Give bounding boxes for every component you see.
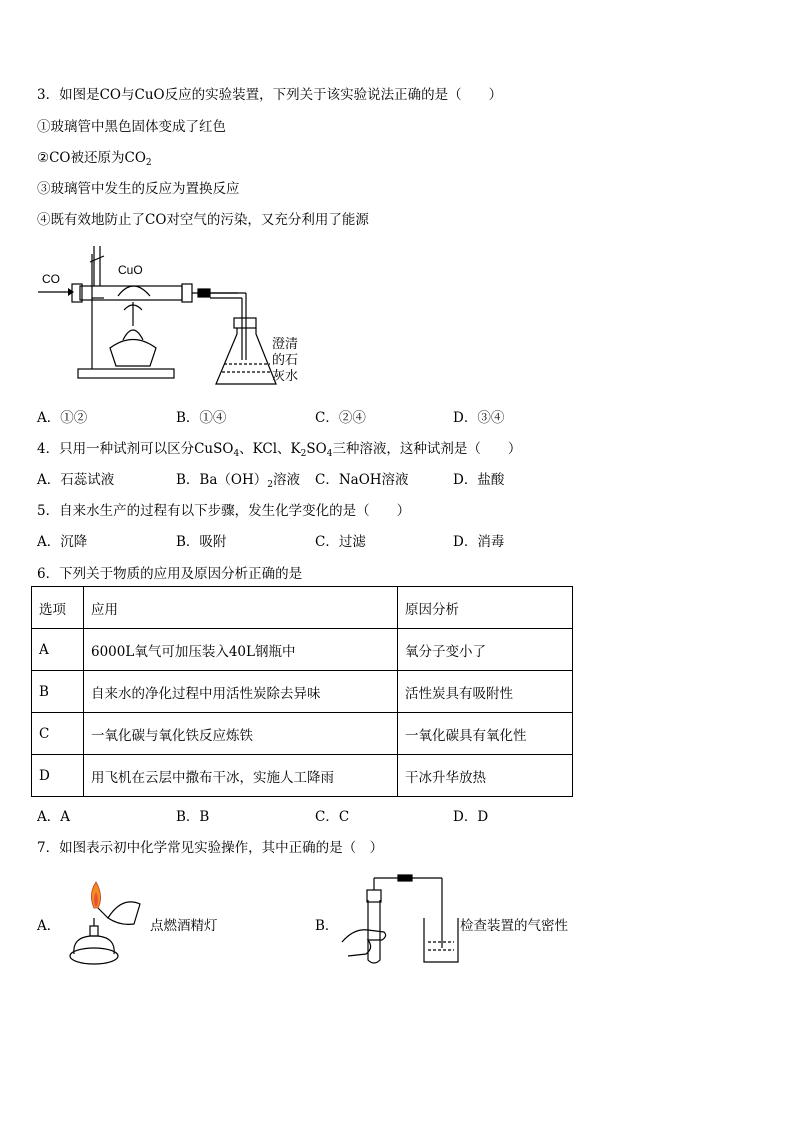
q5-option-a[interactable]: A．沉降	[37, 534, 88, 550]
q3-option-a[interactable]: A．①②	[37, 410, 88, 426]
table-cell: A	[32, 629, 84, 671]
q5-option-b[interactable]: B．吸附	[176, 534, 227, 550]
table-row	[32, 713, 573, 755]
q3-statement-2: ②CO被还原为$CO_2$	[37, 150, 152, 168]
table-row	[32, 629, 573, 671]
q7-option-a-text: 点燃酒精灯	[150, 918, 218, 934]
q4-option-d[interactable]: D．盐酸	[453, 472, 505, 488]
table-header-row	[32, 587, 573, 629]
q7-stem: 7．如图表示初中化学常见实验操作，其中正确的是（ ）	[37, 840, 384, 856]
hand-icon	[342, 930, 386, 956]
q3-statement-4: ④既有效地防止了CO对空气的污染，又充分利用了能源	[37, 212, 369, 228]
table-cell: D	[32, 755, 84, 797]
table-cell: 活性炭具有吸附性	[398, 671, 573, 713]
q4-option-b[interactable]: B．$Ba(OH)_2$溶液	[176, 472, 300, 490]
q3-statement-3: ③玻璃管中发生的反应为置换反应	[37, 181, 240, 197]
label-lime-1: 澄清	[272, 336, 299, 351]
airtightness-check-figure	[338, 870, 462, 970]
table-cell: 干冰升华放热	[398, 755, 573, 797]
q3-stem: 3．如图是CO与CuO反应的实验装置，下列关于该实验说法正确的是（ ）	[37, 87, 503, 103]
table-row	[32, 755, 573, 797]
q7-option-b-label[interactable]: B．	[315, 918, 339, 934]
header-option: 选项	[32, 587, 84, 629]
tilted-lamp-icon	[108, 902, 140, 925]
label-lime-2: 的石	[272, 352, 299, 367]
q5-stem: 5．自来水生产的过程有以下步骤，发生化学变化的是（ ）	[37, 503, 411, 519]
q3-statement-1: ①玻璃管中黑色固体变成了红色	[37, 119, 226, 135]
table-cell: 一氧化碳与氧化铁反应炼铁	[84, 713, 398, 755]
q3-option-d[interactable]: D．③④	[453, 410, 505, 426]
q7-option-a-label[interactable]: A．	[37, 918, 61, 934]
beaker	[424, 918, 458, 962]
q7-option-b-text: 检查装置的气密性	[460, 918, 568, 934]
q4-option-c[interactable]: C．NaOH溶液	[315, 472, 409, 488]
table-cell: 6000L氧气可加压装入40L钢瓶中	[84, 629, 398, 671]
table-cell: 用飞机在云层中撒布干冰，实施人工降雨	[84, 755, 398, 797]
q6-option-b[interactable]: B．B	[176, 809, 210, 825]
lighting-alcohol-lamp-figure	[64, 878, 148, 968]
table-row	[32, 671, 573, 713]
q6-table	[31, 586, 573, 797]
cuo-pile	[118, 286, 150, 296]
q6-option-d[interactable]: D．D	[453, 809, 489, 825]
q3-option-b[interactable]: B．①④	[176, 410, 227, 426]
header-reason: 原因分析	[398, 587, 573, 629]
q4-option-a[interactable]: A．石蕊试液	[37, 472, 115, 488]
table-cell: 氧分子变小了	[398, 629, 573, 671]
flask-stopper	[234, 318, 256, 328]
co-cuo-apparatus-figure	[38, 236, 308, 394]
table-cell: 一氧化碳具有氧化性	[398, 713, 573, 755]
table-cell: C	[32, 713, 84, 755]
label-cuo: CuO	[118, 263, 143, 277]
table-cell: 自来水的净化过程中用活性炭除去异味	[84, 671, 398, 713]
header-application: 应用	[84, 587, 398, 629]
q3-option-c[interactable]: C．②④	[315, 410, 366, 426]
q5-option-c[interactable]: C．过滤	[315, 534, 366, 550]
q6-stem: 6．下列关于物质的应用及原因分析正确的是	[37, 566, 303, 582]
q5-option-d[interactable]: D．消毒	[453, 534, 505, 550]
label-co: CO	[42, 272, 60, 286]
rubber-connector	[198, 289, 210, 297]
label-lime-3: 灰水	[272, 368, 299, 383]
q4-stem: 4．只用一种试剂可以区分CuSO$_4$、KCl、$K_2SO_4$三种溶液，这种试剂是（ ）	[37, 441, 522, 459]
table-cell: B	[32, 671, 84, 713]
outlet-stopper	[182, 284, 192, 302]
iron-stand-base	[78, 369, 174, 378]
q6-option-c[interactable]: C．C	[315, 809, 350, 825]
q6-option-a[interactable]: A．A	[37, 809, 70, 825]
alcohol-burner	[110, 340, 156, 367]
